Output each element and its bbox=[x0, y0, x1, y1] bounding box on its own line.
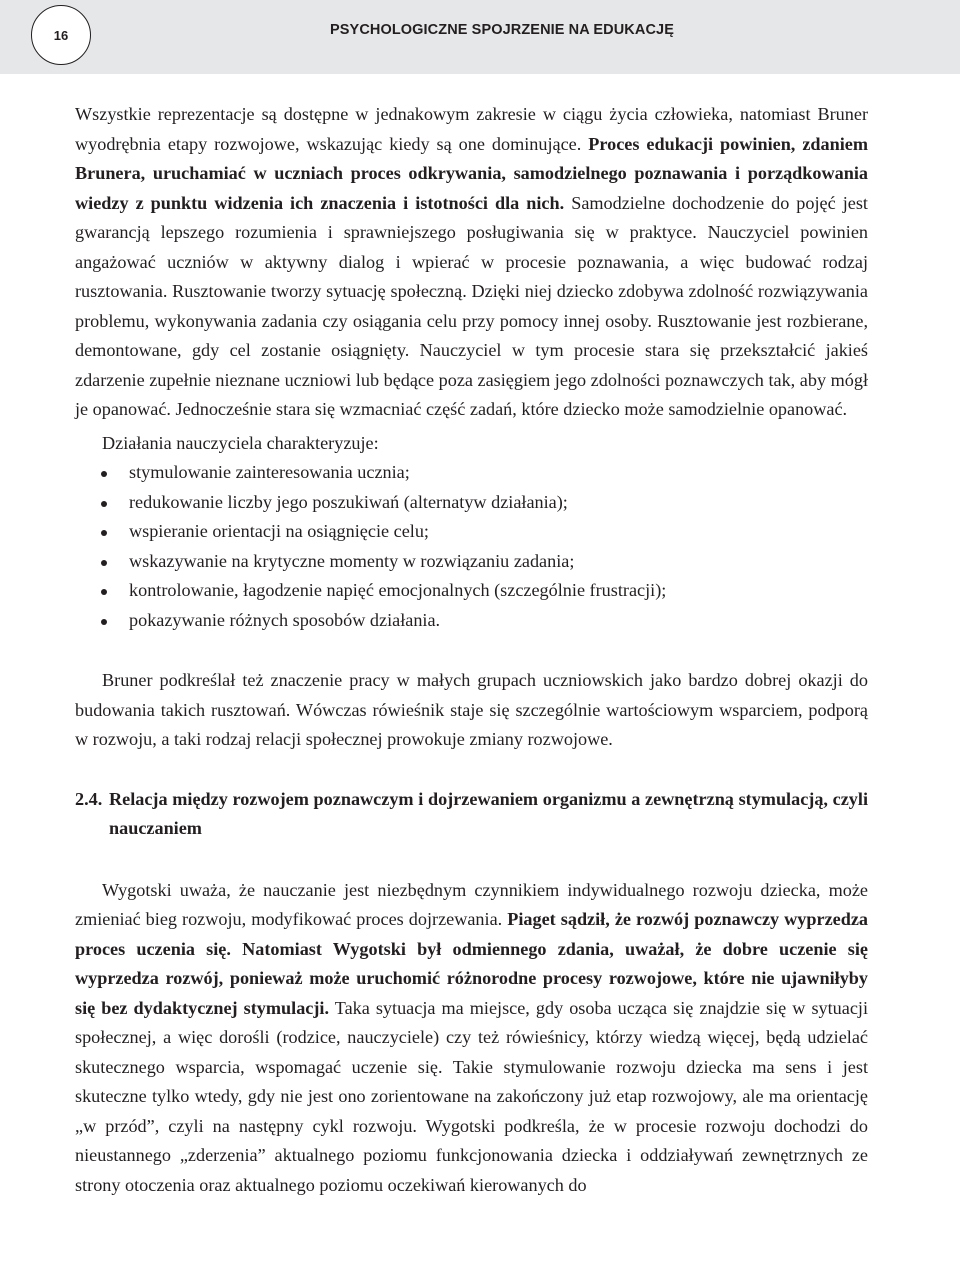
list-item: stymulowanie zainteresowania ucznia; bbox=[75, 458, 868, 488]
actions-intro: Działania nauczyciela charakteryzuje: bbox=[102, 432, 379, 453]
paragraph-bruner-representations bbox=[75, 100, 868, 425]
page-header bbox=[0, 0, 960, 74]
section-number: 2.4. bbox=[75, 788, 103, 809]
paragraph-wygotski bbox=[75, 876, 868, 1201]
paragraph1-text-c: Samodzielne dochodzenie do pojęć jest gwarancją lepszego rozumienia i sprawniejszego posługiwania się w praktyce. Nauczyciel powinien angażować uczniów w aktywny dialog i wpierać w procesie poznawania, a więc budować rodzaj rusztowania. Rusztowanie tworzy sytuację społeczną. Dzięki niej dziecko zdobywa zdolność rozwiązywania problemu, wykonywania zadania czy osiągania celu przy pomocy innej osoby. Rusztowanie jest rozbierane, demontowane, gdy cel zostanie osiągnięty. Nauczyciel w tym procesie stara się przekształcić jakieś zdarzenie zupełnie nieznane uczniowi lub będące poza zasięgiem jego zdolności poznawczych tak, aby mógł je opanować. Jednocześnie stara się wzmacniać część zadań, które dziecko może samodzielnie opanować. bbox=[75, 192, 868, 419]
actions-list bbox=[75, 458, 868, 635]
paragraph3-text-a: Wygotski uważa, że nauczanie jest niezbędnym czynnikiem indywidualnego rozwoju dziecka, może zmieniać bieg rozwoju, modyfikować proces dojrzewania. bbox=[75, 879, 868, 929]
list-item: redukowanie liczby jego poszukiwań (alternatyw działania); bbox=[75, 488, 868, 518]
paragraph3-bold: Piaget sądził, że rozwój poznawczy wyprzedza proces uczenia się. Natomiast Wygotski był odmiennego zdania, uważał, że dobre uczenie się wyprzedza rozwój, ponieważ może uruchomić różnorodne procesy rozwojowe, które nie ujawniłyby się bez dydaktycznej stymulacji. bbox=[75, 909, 868, 1018]
paragraph-group-work: Bruner podkreślał też znaczenie pracy w małych grupach uczniowskich jako bardzo dobrej okazji do budowania takich rusztowań. Wówczas rówieśnik staje się szczególnie wartościowym wsparciem, podporą w rozwoju, a taki rodzaj relacji społecznej prowokuje zmiany rozwojowe. bbox=[75, 670, 868, 749]
paragraph3-text-c: Taka sytuacja ma miejsce, gdy osoba ucząca się znajdzie się w sytuacji społecznej, a więc dorośli (rodzice, nauczyciele) czy też rówieśnicy, którzy wiedzą więcej, będą udzielać skutecznego wsparcia, wspomagać uczenie się. Takie stymulowanie rozwoju dziecka ma sens i jest skuteczne tylko wtedy, gdy nie jest ono zorientowane na zakończony już etap rozwojowy, ale ma orientację „w przód”, czyli na następny cykl rozwoju. Wygotski podkreśla, że w procesie rozwoju dochodzi do nieustannego „zderzenia” aktualnego poziomu funkcjonowania dziecka i oddziaływań zewnętrznych ze strony otoczenia oraz aktualnego poziomu oczekiwań kierowanych do bbox=[75, 997, 869, 1195]
list-item: wskazywanie na krytyczne momenty w rozwiązaniu zadania; bbox=[75, 547, 868, 577]
section-title: Relacja między rozwojem poznawczym i dojrzewaniem organizmu a zewnętrzną stymulacją, czyli nauczaniem bbox=[109, 788, 868, 838]
section-heading bbox=[75, 785, 868, 844]
paragraph1-text-a: Wszystkie reprezentacje są dostępne w jednakowym zakresie w ciągu życia człowieka, natomiast Bruner wyodrębnia etapy rozwojowe, wskazując kiedy są one dominujące. bbox=[75, 104, 868, 154]
list-item: pokazywanie różnych sposobów działania. bbox=[75, 606, 868, 636]
page-number: 16 bbox=[31, 5, 91, 65]
list-item: kontrolowanie, łagodzenie napięć emocjonalnych (szczególnie frustracji); bbox=[75, 576, 868, 606]
paragraph1-bold: Proces edukacji powinien, zdaniem Brunera, uruchamiać w uczniach proces odkrywania, samodzielnego poznawania i porządkowania wiedzy z punktu widzenia ich znaczenia i istotności dla nich. bbox=[75, 133, 868, 213]
list-item: wspieranie orientacji na osiągnięcie celu; bbox=[75, 517, 868, 547]
body-text bbox=[75, 100, 868, 1200]
running-title: PSYCHOLOGICZNE SPOJRZENIE NA EDUKACJĘ bbox=[330, 22, 674, 38]
